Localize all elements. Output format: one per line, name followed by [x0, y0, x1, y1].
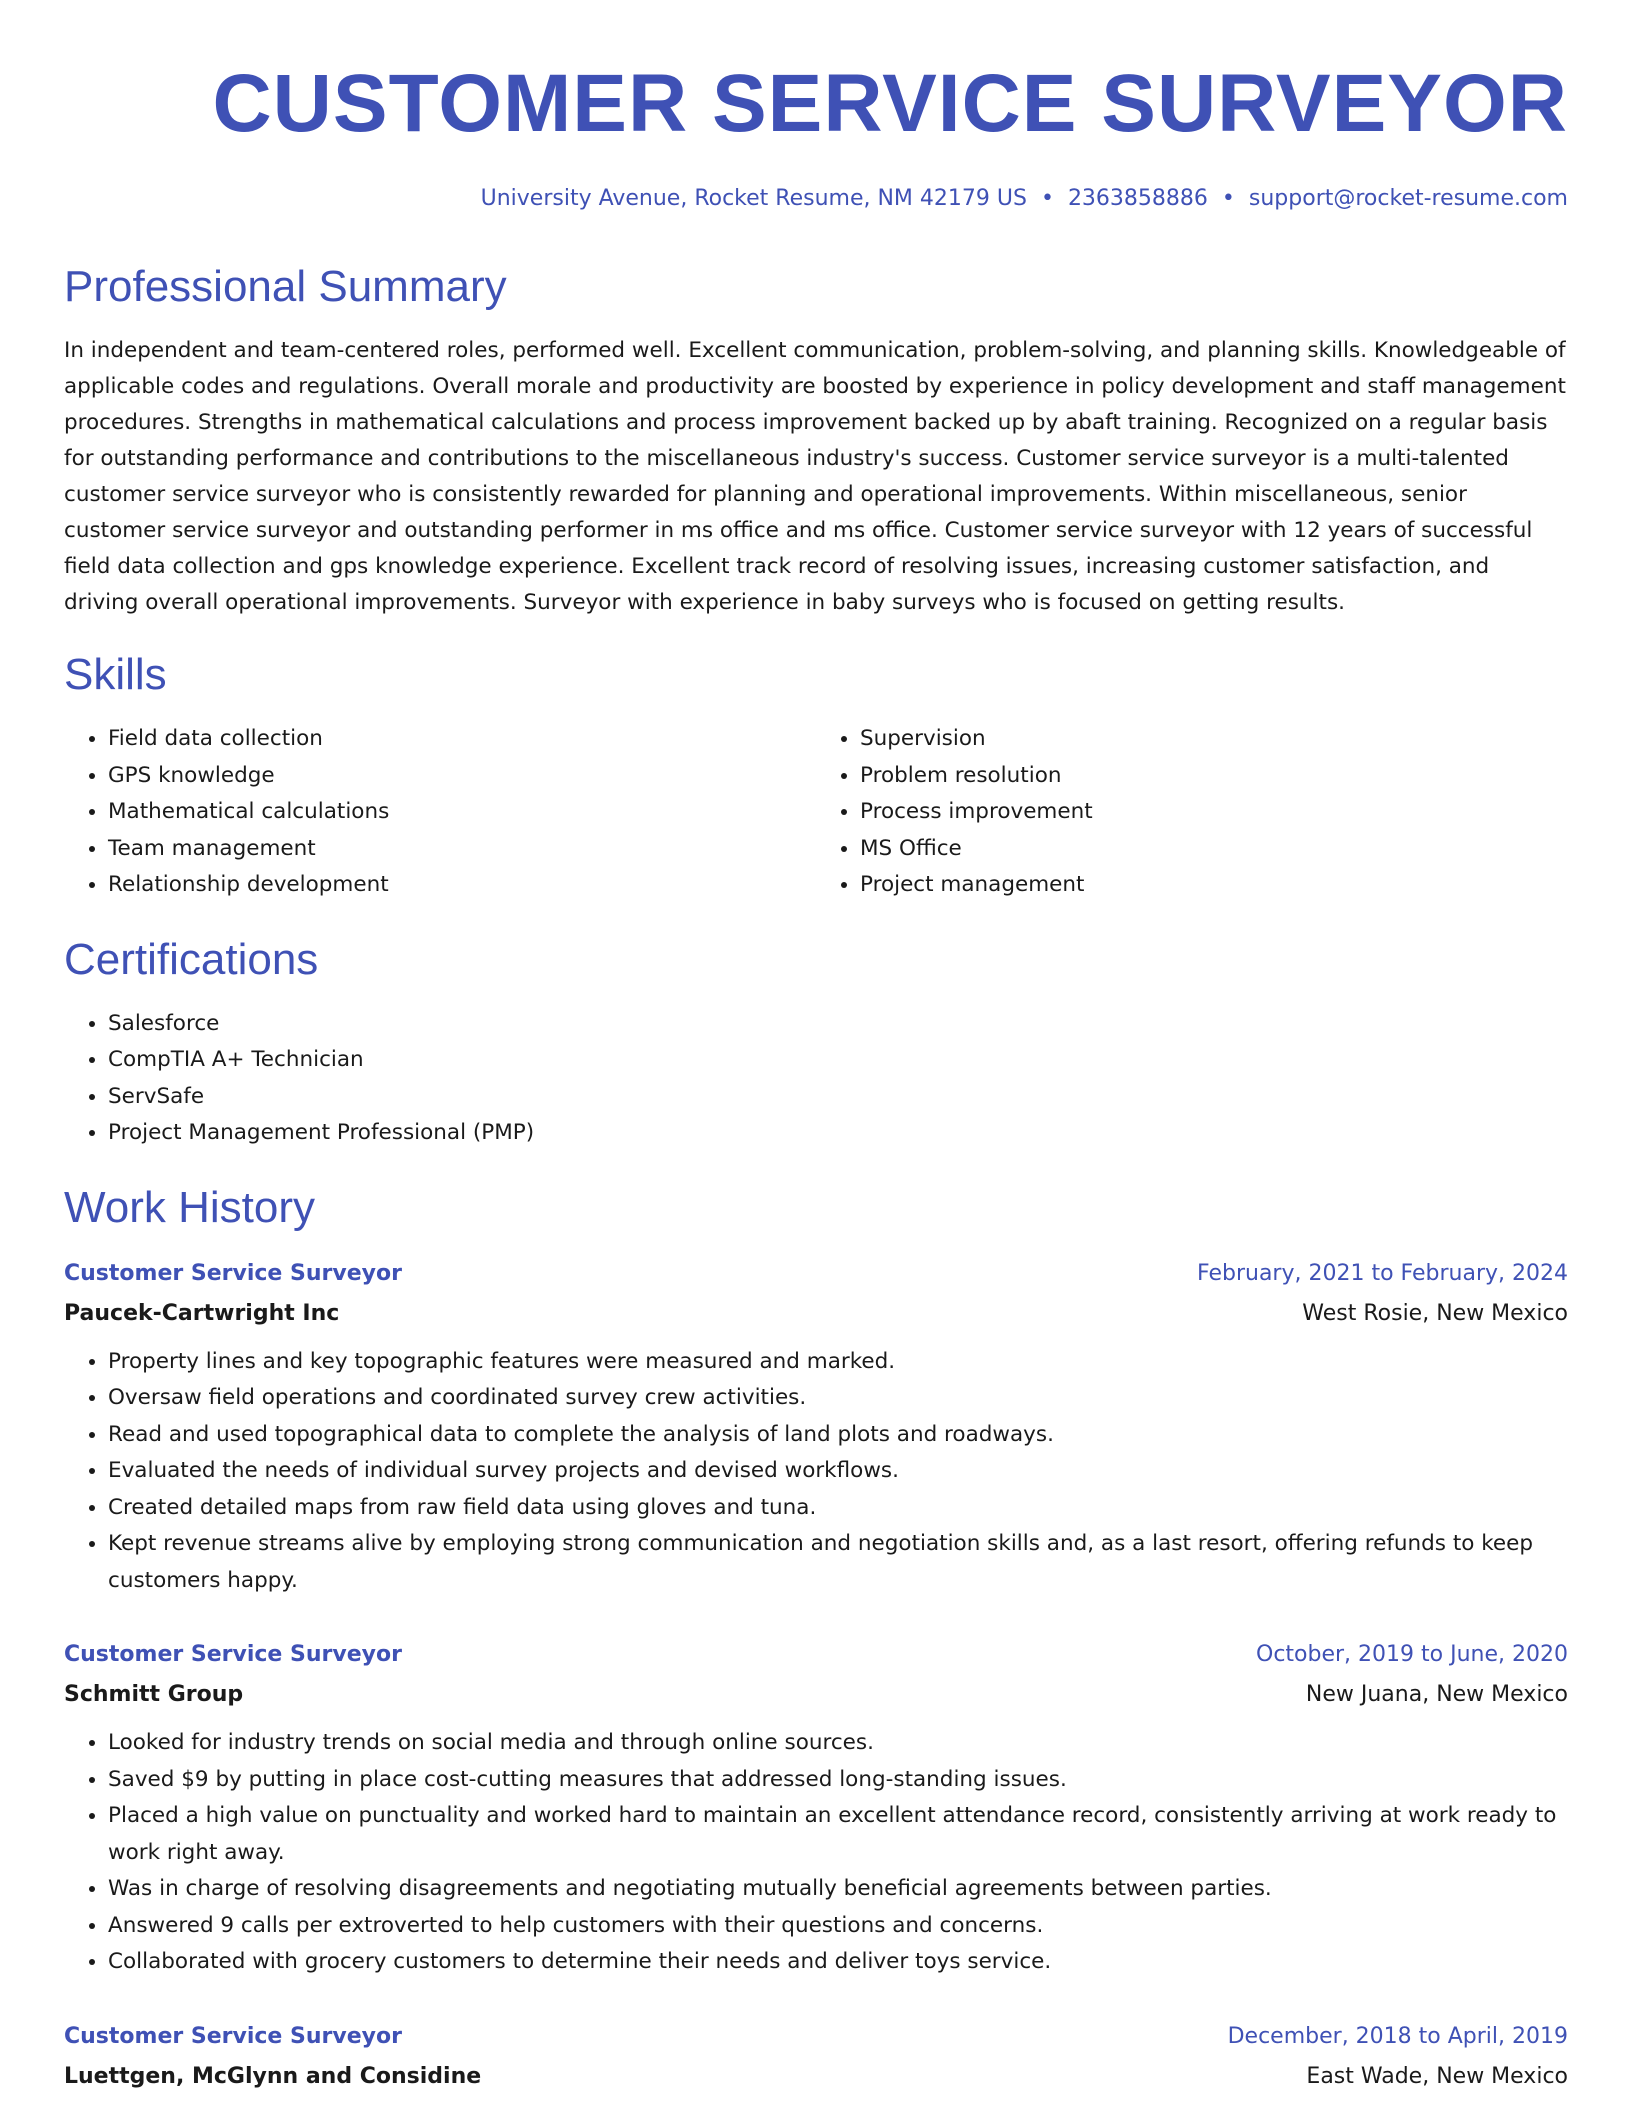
skills-section [0, 647, 1632, 904]
section-heading-skills: Skills [64, 650, 167, 699]
skills-columns [64, 721, 1568, 904]
contact-line [64, 186, 1568, 211]
job-bullet: • Created detailed maps from raw field data using gloves and tuna. [108, 1490, 1568, 1527]
skill-item: • Process improvement [860, 794, 1568, 831]
candidate-title: CUSTOMER SERVICE SURVEYOR [212, 58, 1568, 149]
job-bullet: • Looked for industry trends on social media and through online sources. [108, 1725, 1568, 1762]
resume-header [0, 0, 1632, 211]
skill-item: • GPS knowledge [108, 758, 816, 795]
skill-item: • Team management [108, 831, 816, 868]
skills-list-right [816, 721, 1568, 904]
job-entry [64, 1254, 1568, 1600]
company-name: Paucek-Cartwright Inc [64, 1300, 340, 1326]
job-location: West Rosie, New Mexico [1302, 1300, 1568, 1326]
certification-item: • ServSafe [108, 1079, 1568, 1116]
separator-dot: • [1040, 186, 1054, 211]
company-name: Schmitt Group [64, 1682, 244, 1707]
job-dates: February, 2021 to February, 2024 [1197, 1260, 1568, 1286]
job-bullet: • Placed a high value on punctuality and worked hard to maintain an excellent attendance record, consistently arriving at work ready to work right away. [108, 1798, 1568, 1871]
job-dates: December, 2018 to April, 2019 [1227, 2023, 1568, 2049]
skill-item: • Mathematical calculations [108, 794, 816, 831]
address: University Avenue, Rocket Resume, NM 42179 US [480, 186, 1027, 211]
skill-item: • Field data collection [108, 721, 816, 758]
job-title: Customer Service Surveyor [64, 2023, 402, 2049]
job-bullets [64, 1725, 1568, 1981]
summary-section [0, 259, 1632, 621]
certification-item: • CompTIA A+ Technician [108, 1042, 1568, 1079]
job-dates: October, 2019 to June, 2020 [1256, 1642, 1568, 1667]
job-bullet: • Read and used topographical data to complete the analysis of land plots and roadways. [108, 1417, 1568, 1454]
skill-item: • MS Office [860, 831, 1568, 868]
job-location: East Wade, New Mexico [1306, 2063, 1568, 2089]
job-entry [64, 2017, 1568, 2097]
job-location: New Juana, New Mexico [1305, 1682, 1568, 1707]
job-bullet: • Oversaw field operations and coordinated survey crew activities. [108, 1380, 1568, 1417]
work-history-section [0, 1180, 1632, 2097]
skill-item: • Relationship development [108, 867, 816, 904]
certifications-section [0, 932, 1632, 1152]
job-bullet: • Property lines and key topographic features were measured and marked. [108, 1344, 1568, 1381]
email-link[interactable]: support@rocket-resume.com [1248, 186, 1568, 211]
job-bullet: • Saved $9 by putting in place cost-cutting measures that addressed long-standing issues. [108, 1762, 1568, 1799]
certifications-list [64, 1006, 1568, 1152]
section-heading-certifications: Certifications [64, 934, 319, 984]
skill-item: • Project management [860, 867, 1568, 904]
job-bullet: • Was in charge of resolving disagreements and negotiating mutually beneficial agreements between parties. [108, 1871, 1568, 1908]
job-title: Customer Service Surveyor [64, 1642, 402, 1667]
job-bullet: • Collaborated with grocery customers to determine their needs and deliver toys service. [108, 1944, 1568, 1981]
summary-text: In independent and team-centered roles, performed well. Excellent communication, problem-solving, and planning skills. Knowledgeable of applicable codes and regulations. Overall morale and productivity are boosted by experience in policy development and staff management procedures. Strengths in mathematical calculations and process improvement backed up by abaft training. Recognized on a regular basis for outstanding performance and contributions to the miscellaneous industry's success. Customer service surveyor is a multi-talented customer service surveyor who is consistently rewarded for planning and operational improvements. Within miscellaneous, senior customer service surveyor and outstanding performer in ms office and ms office. Customer service surveyor with 12 years of successful field data collection and gps knowledge experience. Excellent track record of resolving issues, increasing customer satisfaction, and driving overall operational improvements. Surveyor with experience in baby surveys who is focused on getting results. [64, 338, 1566, 615]
job-title: Customer Service Surveyor [64, 1260, 402, 1286]
job-bullet: • Kept revenue streams alive by employing strong communication and negotiation skills and, as a last resort, offering refunds to keep customers happy. [108, 1526, 1568, 1599]
job-bullet: • Answered 9 calls per extroverted to help customers with their questions and concerns. [108, 1908, 1568, 1945]
skill-item: • Problem resolution [860, 758, 1568, 795]
company-name: Luettgen, McGlynn and Considine [64, 2063, 482, 2089]
job-bullets [64, 1344, 1568, 1600]
section-heading-summary: Professional Summary [64, 262, 507, 311]
job-bullet: • Evaluated the needs of individual survey projects and devised workflows. [108, 1453, 1568, 1490]
job-entry [64, 1635, 1568, 1981]
certification-item: • Project Management Professional (PMP) [108, 1115, 1568, 1152]
skills-list-left [64, 721, 816, 904]
separator-dot: • [1221, 186, 1235, 211]
skill-item: • Supervision [860, 721, 1568, 758]
certification-item: • Salesforce [108, 1006, 1568, 1043]
section-heading-work-history: Work History [64, 1182, 315, 1232]
phone: 2363858886 [1067, 186, 1208, 211]
